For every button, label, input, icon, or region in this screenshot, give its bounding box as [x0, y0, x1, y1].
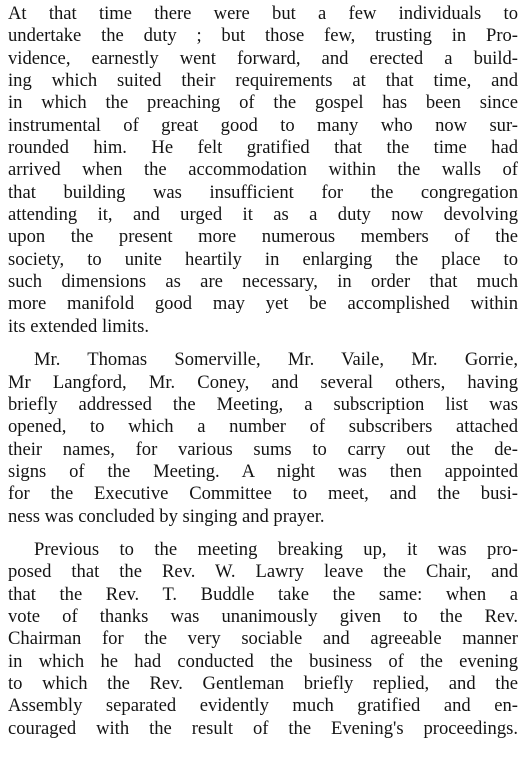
text-line: couraged with the result of the Evening's proceedings.: [8, 717, 518, 739]
text-line: signs of the Meeting. A night was then appointed: [8, 460, 518, 482]
text-line: instrumental of great good to many who now sur-: [8, 114, 518, 136]
text-line: opened, to which a number of subscribers attached: [8, 416, 518, 438]
text-line: posed that the Rev. W. Lawry leave the Chair, and: [8, 561, 518, 583]
text-line: ing which suited their requirements at that time, and: [8, 70, 518, 92]
paragraph-spacer: [8, 338, 518, 349]
text-line: Mr. Thomas Somerville, Mr. Vaile, Mr. Gorrie,: [34, 349, 518, 371]
text-line: in which the preaching of the gospel has been since: [8, 92, 518, 114]
text-line: their names, for various sums to carry out the de-: [8, 438, 518, 460]
text-line: ness was concluded by singing and prayer.: [8, 505, 325, 527]
text-line: for the Executive Committee to meet, and the busi-: [8, 483, 518, 505]
text-line: vote of thanks was unanimously given to the Rev.: [8, 605, 518, 627]
paragraph-vote-of-thanks: [8, 539, 518, 740]
text-line: Assembly separated evidently much gratified and en-: [8, 695, 518, 717]
text-line: its extended limits.: [8, 315, 149, 337]
text-line: society, to unite heartily in enlarging the place to: [8, 248, 518, 270]
paragraph-subscription-list: [8, 349, 518, 528]
text-line: undertake the duty ; but those few, trusting in Pro-: [8, 25, 518, 47]
paragraph-spacer: [8, 528, 518, 539]
text-line: At that time there were but a few individuals to: [8, 3, 518, 24]
text-line: Previous to the meeting breaking up, it was pro-: [34, 538, 518, 560]
text-line: more manifold good may yet be accomplished within: [8, 293, 518, 315]
paragraph-building-history: [8, 3, 518, 338]
text-line: such dimensions as are necessary, in order that much: [8, 271, 518, 293]
text-line: to which the Rev. Gentleman briefly replied, and the: [8, 672, 518, 694]
document-page: [8, 3, 518, 740]
text-line: Mr Langford, Mr. Coney, and several others, having: [8, 371, 518, 393]
text-line: arrived when the accommodation within the walls of: [8, 159, 518, 181]
text-line: upon the present more numerous members of the: [8, 226, 518, 248]
text-line: rounded him. He felt gratified that the time had: [8, 137, 518, 159]
text-line: briefly addressed the Meeting, a subscription list was: [8, 393, 518, 415]
text-line: vidence, earnestly went forward, and erected a build-: [8, 47, 518, 69]
text-line: that the Rev. T. Buddle take the same: when a: [8, 583, 518, 605]
text-line: that building was insufficient for the congregation: [8, 181, 518, 203]
text-line: attending it, and urged it as a duty now devolving: [8, 204, 518, 226]
text-line: Chairman for the very sociable and agreeable manner: [8, 628, 518, 650]
text-line: in which he had conducted the business of the evening: [8, 650, 518, 672]
